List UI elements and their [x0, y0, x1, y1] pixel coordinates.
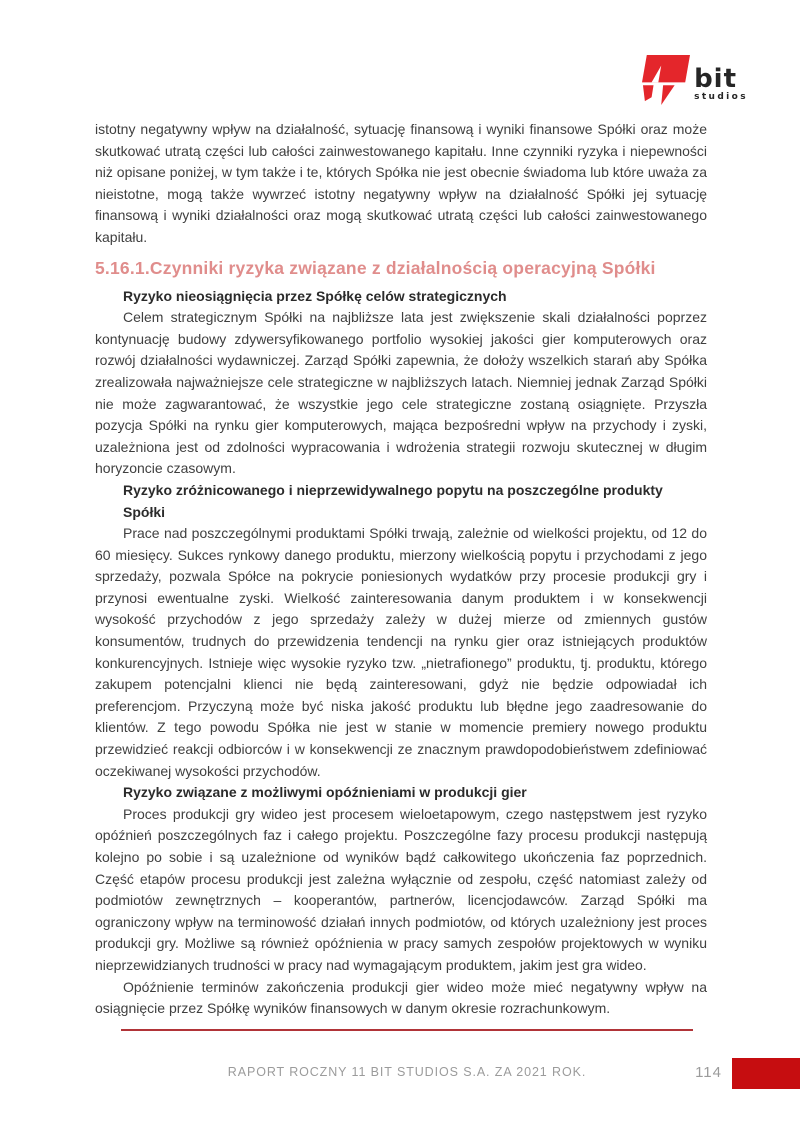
paragraph-production-delays-2: Opóźnienie terminów zakończenia produkcji gier wideo może mieć negatywny wpływ na osiągnięcie przez Spółkę wyników finansowych w danym okresie rozrachunkowym.	[95, 978, 707, 1017]
paragraph-demand: Prace nad poszczególnymi produktami Spółki trwają, zależnie od wielkości projektu, od 12 do 60 miesięcy. Sukces rynkowy danego produktu, mierzony wielkością popytu i przychodami z jego sprzedaży, pozwala Spółce na pokrycie poniesionych wydatków przy procesie produkcji gry i przynosi ewentualne zyski. Wielkość zainteresowania danym produktem i w konsekwencji wysokość przychodów z jego sprzedaży zależy w dużej mierze od zmiennych gustów konsumentów, trudnych do przewidzenia tendencji na rynku gier oraz istniejących produktów konkurencyjnych. Istnieje więc wysokie ryzyko tzw. „nietrafionego” produktu, tj. produktu, którego zakupem potencjalni klienci nie będą zainteresowani, gdyż nie będzie odpowiadał ich preferencjom. Przyczyną może być niska jakość produktu lub błędne jego zaadresowanie do klientów. Z tego powodu Spółka nie jest w stanie w momencie premiery nowego produktu przewidzieć reakcji odbiorców i w konsekwencji ze znacznym prawdopodobieństwem zdefiniować oczekiwanej wysokości przychodów.	[95, 525, 707, 779]
section-heading-5-16-1: 5.16.1.Czynniki ryzyka związane z działalnością operacyjną Spółki	[95, 257, 656, 278]
logo-studios-text: studios	[694, 92, 748, 102]
logo-11-icon	[642, 55, 690, 105]
logo-wordmark	[694, 64, 748, 102]
paragraph-strategic-goals: Celem strategicznym Spółki na najbliższe lata jest zwiększenie skali działalności poprzez kontynuację budowy zdywersyfikowanego portfolio wysokiej jakości gier komputerowych oraz rozwój działalności wydawniczej. Zarząd Spółki zapewnia, że dołoży wszelkich starań aby Spółka zrealizowała najważniejsze cele strategiczne w najbliższych latach. Niemniej jednak Zarząd Spółki nie może zagwarantować, że wszystkie jego cele strategiczne zostaną osiągnięte. Przyszła pozycja Spółki na rynku gier komputerowych, mająca bezpośredni wpływ na przychody i zyski, uzależniona jest od zdolności wypracowania i wdrożenia strategii rozwoju skutecznej w długim horyzoncie czasowym.	[95, 309, 707, 477]
paragraph-intro: istotny negatywny wpływ na działalność, sytuację finansową i wyniki finansowe Spółki oraz może skutkować utratą części lub całości zainwestowanego kapitału. Inne czynniki ryzyka i niepewności niż opisane poniżej, w tym także i te, których Spółka nie jest obecnie świadoma lub które uważa za nieistotne, mogą także wywrzeć istotny negatywny wpływ na działalność Spółki jej sytuację finansową i wyniki działalności oraz mogą skutkować utratą części lub całości zainwestowanego kapitału.	[95, 121, 707, 245]
company-logo	[642, 55, 748, 105]
risk-subheading-demand: Ryzyko zróżnicowanego i nieprzewidywalnego popytu na poszczególne produkty Spółki	[123, 481, 663, 520]
page-number-accent-block	[732, 1058, 800, 1089]
document-body	[95, 119, 707, 1020]
footer-report-title: RAPORT ROCZNY 11 BIT STUDIOS S.A. ZA 2021 ROK.	[227, 1065, 587, 1079]
risk-subheading-production-delays: Ryzyko związane z możliwymi opóźnieniami w produkcji gier	[123, 784, 527, 801]
risk-subheading-strategic-goals: Ryzyko nieosiągnięcia przez Spółkę celów strategicznych	[123, 287, 507, 304]
page-number: 114	[695, 1064, 722, 1081]
paragraph-production-delays-1: Proces produkcji gry wideo jest procesem wieloetapowym, czego następstwem jest ryzyko opóźnień poszczególnych faz i całego projektu. Poszczególne fazy procesu produkcji następują kolejno po sobie i są uzależnione od wyników bądź całkowitego ukończenia faz poprzednich. Część etapów procesu produkcji jest zależna wyłącznie od zespołu, część natomiast zależy od podmiotów zewnętrznych – kooperantów, partnerów, licencjodawców. Zarząd Spółki ma ograniczony wpływ na terminowość działań innych podmiotów, od których uzależniony jest proces produkcji gry. Możliwe są również opóźnienia w pracy samych zespołów projektowych w wyniku nieprzewidzianych trudności w pracy nad wymagającym produktem, jakim jest gra wideo.	[95, 805, 707, 973]
footer-divider-line	[121, 1029, 693, 1031]
logo-bit-text: bit	[694, 64, 738, 94]
